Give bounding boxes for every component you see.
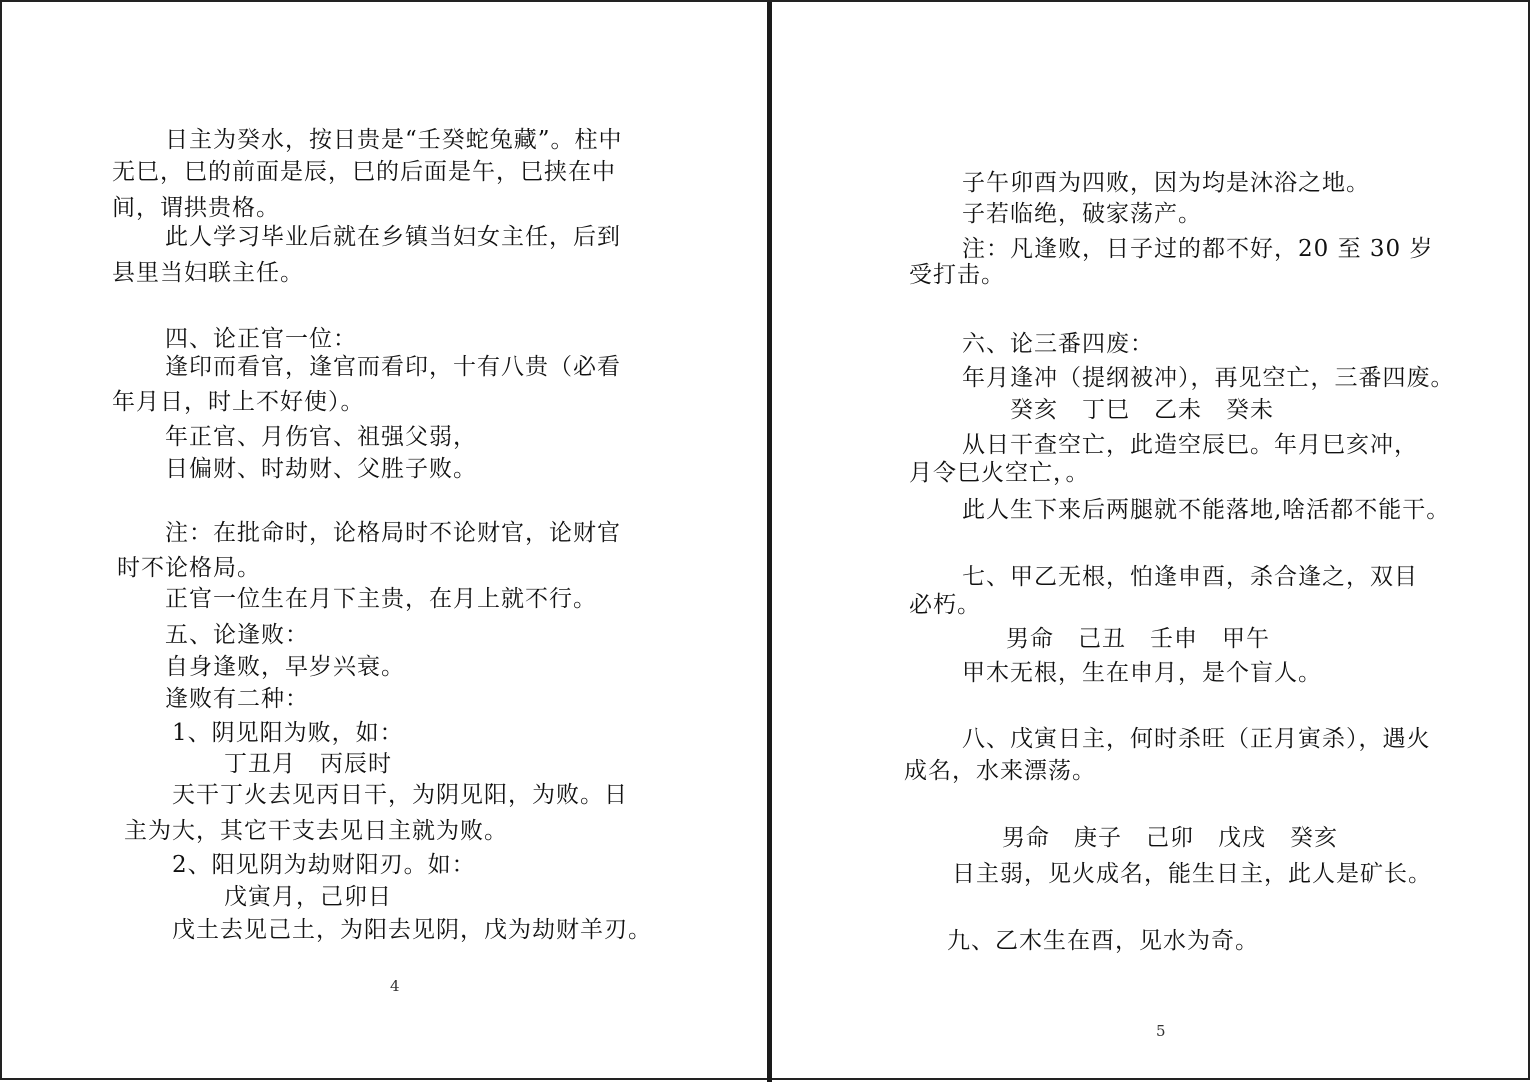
pillar-line: 男命 庚子 己卯 戊戌 癸亥 [1002,825,1338,851]
text-line: 间，谓拱贵格。 [112,195,280,221]
text-line: 年月日，时上不好使）。 [112,389,365,415]
text-line: 日主弱，见火成名，能生日主，此人是矿长。 [952,861,1432,887]
text-line: 子若临绝，破家荡产。 [962,201,1202,227]
section-heading: 四、论正官一位： [165,326,357,352]
right-page [772,2,1530,1082]
text-line: 月令巳火空亡，。 [909,460,1090,486]
section-heading: 五、论逢败： [165,622,309,648]
note-line: 注：在批命时，论格局时不论财官，论财官 [165,520,621,546]
text-line: 甲木无根，生在申月，是个盲人。 [962,660,1322,686]
page-number: 4 [390,977,400,995]
text-line: 自身逢败，早岁兴衰。 [165,654,405,680]
text-line: 必朽。 [909,592,981,618]
text-line: 2、阳见阴为劫财阳刃。如： [172,852,476,878]
text-line: 此人生下来后两腿就不能落地,啥活都不能干。 [962,497,1451,523]
text-line: 天干丁火去见丙日干，为阴见阳，为败。日 [172,782,628,808]
text-line: 时不论格局。 [117,555,261,581]
text-line: 1、阴见阳为败，如： [172,720,404,746]
text-line: 日偏财、时劫财、父胜子败。 [165,456,477,482]
section-heading: 七、甲乙无根，怕逢申酉，杀合逢之，双目 [962,564,1418,590]
pillar-line: 男命 己丑 壬申 甲午 [1006,626,1270,652]
text-line: 日主为癸水，按日贵是“壬癸蛇兔藏”。柱中 [165,127,623,153]
section-heading: 八、戊寅日主，何时杀旺（正月寅杀），遇火 [962,726,1431,752]
pillar-line: 戊寅月，己卯日 [224,884,392,910]
text-line: 戊土去见己土，为阳去见阴，戊为劫财羊刃。 [172,917,652,943]
note-line: 注：凡逢败，日子过的都不好，20 至 30 岁 [962,236,1434,262]
section-heading: 九、乙木生在酉，见水为奇。 [947,928,1259,954]
pillar-line: 癸亥 丁巳 乙未 癸未 [1010,397,1274,423]
text-line: 从日干查空亡，此造空辰巳。年月巳亥冲， [962,432,1418,458]
text-line: 年月逢冲（提纲被冲），再见空亡，三番四废。 [962,365,1455,391]
text-line: 年正官、月伤官、祖强父弱， [165,424,477,450]
section-heading: 六、论三番四废： [962,331,1154,357]
pillar-line: 丁丑月 丙辰时 [224,751,392,777]
text-line: 县里当妇联主任。 [112,260,304,286]
text-line: 无巳，巳的前面是辰，巳的后面是午，巳挟在中 [112,159,616,185]
text-line: 逢败有二种： [165,686,309,712]
text-line: 正官一位生在月下主贵，在月上就不行。 [165,586,597,612]
page-number: 5 [1156,1022,1166,1040]
text-line: 成名，水来漂荡。 [904,758,1096,784]
text-line: 受打击。 [909,262,1005,288]
left-page [2,2,767,1082]
text-line: 此人学习毕业后就在乡镇当妇女主任，后到 [165,224,621,250]
text-line: 主为大，其它干支去见日主就为败。 [124,818,508,844]
text-line: 逢印而看官，逢官而看印，十有八贵（必看 [165,354,621,380]
text-line: 子午卯酉为四败，因为均是沐浴之地。 [962,170,1370,196]
